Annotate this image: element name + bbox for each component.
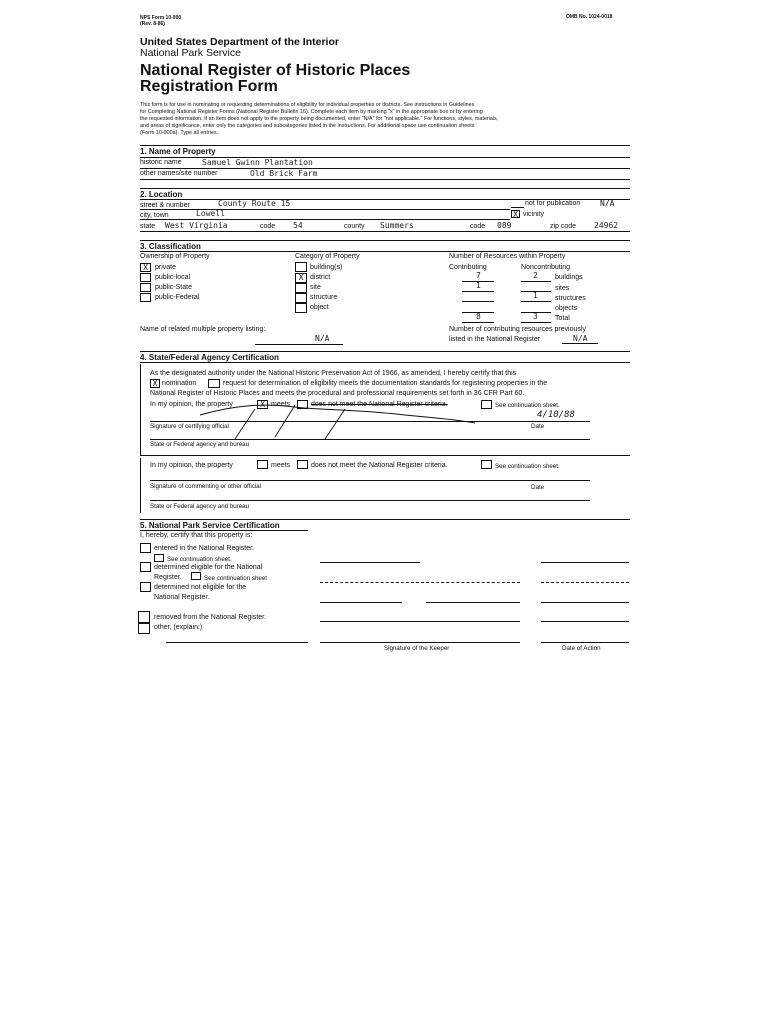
multiple-listing-rule bbox=[255, 344, 343, 345]
intro-line-2: for Completing National Register Forms (National Register Bulletin 16). Complete each item by marking "x" in the appropriate box or by entering bbox=[140, 109, 483, 115]
section-1-heading: 1. Name of Property bbox=[140, 147, 216, 156]
see-continuation-label: See continuation sheet. bbox=[495, 402, 560, 409]
ownership-private-label: private bbox=[155, 264, 177, 271]
meets2-checkbox[interactable] bbox=[257, 460, 268, 469]
section-5-heading: 5. National Park Service Certification bbox=[140, 521, 280, 530]
keeper-signature-label: Signature of the Keeper bbox=[384, 645, 450, 652]
determined-eligible-label: determined eligible for the National bbox=[154, 564, 263, 571]
zip-label: zip code bbox=[550, 223, 577, 230]
determined-eligible-label-2: Register. bbox=[154, 574, 182, 581]
section-3-top-rule bbox=[140, 240, 630, 241]
category-object-checkbox[interactable] bbox=[295, 303, 307, 313]
meets-label: meets bbox=[271, 401, 291, 408]
other-names-rule bbox=[140, 179, 630, 180]
other-keeper-rule bbox=[320, 642, 520, 643]
category-object-label: object bbox=[310, 304, 329, 311]
section-4-head-rule bbox=[140, 362, 630, 363]
section-5-top-rule bbox=[140, 519, 630, 520]
total-contributing[interactable]: 8 bbox=[476, 312, 481, 321]
street-label: street & number bbox=[140, 202, 190, 209]
date-label: Date bbox=[531, 423, 545, 430]
ownership-public-federal-label: public-Federal bbox=[155, 294, 200, 301]
meets2-label: meets bbox=[271, 462, 291, 469]
nfp-blank bbox=[511, 207, 524, 208]
section-4-mid-rule bbox=[140, 455, 630, 456]
omb-number: OMB No. 1024-0018 bbox=[566, 14, 613, 20]
street-value[interactable]: County Route 15 bbox=[218, 199, 291, 208]
signature-rule bbox=[150, 421, 590, 422]
other-explain-rule bbox=[166, 642, 308, 643]
county-value[interactable]: Summers bbox=[380, 221, 414, 230]
previously-listed-line1: Number of contributing resources previously bbox=[449, 326, 586, 333]
section-5-head-rule bbox=[140, 530, 308, 531]
opinion-prefix: In my opinion, the property bbox=[150, 401, 233, 408]
historic-name-rule bbox=[140, 168, 630, 169]
agency-rule bbox=[150, 439, 590, 440]
county-label: county bbox=[344, 223, 365, 230]
intro-line-1: This form is for use in nominating or requesting determinations of eligibility for individual properties or districts. See instructions in Guidelines bbox=[140, 102, 475, 108]
vicinity-checkbox[interactable]: X bbox=[511, 210, 520, 218]
category-structure-label: structure bbox=[310, 294, 338, 301]
entered-keeper-rule bbox=[320, 562, 420, 563]
other-checkbox[interactable] bbox=[138, 623, 150, 634]
determined-not-eligible-checkbox[interactable] bbox=[140, 582, 151, 592]
city-rule bbox=[140, 219, 510, 220]
category-site-checkbox[interactable] bbox=[295, 283, 307, 293]
not-eligible-keeper-rule bbox=[320, 602, 402, 603]
date2-label: Date bbox=[531, 484, 545, 491]
intro-line-3: the requested information. If an item does not apply to the property being documented, enter "N/A" for "not applicable." For functions, styles, materials, bbox=[140, 116, 499, 122]
state-rule bbox=[140, 231, 630, 232]
other-label: other, (explain:) bbox=[154, 624, 203, 631]
buildings-contributing[interactable]: 7 bbox=[476, 271, 481, 280]
ownership-public-local-checkbox[interactable] bbox=[140, 273, 151, 282]
agency2-label: State or Federal agency and bureau bbox=[150, 503, 250, 510]
historic-name-label: historic name bbox=[140, 159, 182, 166]
form-title-line1: National Register of Historic Places bbox=[140, 62, 411, 79]
objects-label: objects bbox=[555, 305, 578, 312]
multiple-listing-value[interactable]: N/A bbox=[315, 334, 330, 343]
sites-label: sites bbox=[555, 285, 570, 292]
does-not-meet-label: does not meet the National Register criteria. bbox=[311, 401, 448, 408]
agency2-rule bbox=[150, 500, 590, 501]
section-3-head-rule bbox=[140, 251, 630, 252]
sites-contributing-rule bbox=[462, 291, 494, 292]
other-names-value[interactable]: Old Brick Farm bbox=[250, 169, 318, 178]
agency-label: State or Federal agency and bureau bbox=[150, 441, 250, 448]
category-heading: Category of Property bbox=[295, 253, 360, 260]
entered-see-continuation-checkbox[interactable] bbox=[154, 554, 164, 562]
see-continuation2-checkbox[interactable] bbox=[481, 460, 492, 469]
section-4-heading: 4. State/Federal Agency Certification bbox=[140, 353, 279, 362]
ownership-heading: Ownership of Property bbox=[140, 253, 210, 260]
ownership-public-federal-checkbox[interactable] bbox=[140, 293, 151, 302]
state-code-value[interactable]: 54 bbox=[293, 221, 303, 230]
buildings-label: buildings bbox=[555, 274, 583, 281]
resources-heading: Number of Resources within Property bbox=[449, 253, 566, 260]
section-2-top-rule bbox=[140, 188, 630, 189]
other-date-rule bbox=[541, 642, 629, 643]
section-4-left-border bbox=[140, 364, 141, 456]
category-district-checkbox[interactable]: X bbox=[295, 273, 307, 283]
eligible-date-rule bbox=[541, 582, 629, 583]
entered-date-rule bbox=[541, 562, 629, 563]
service-name: National Park Service bbox=[140, 47, 241, 59]
zip-value[interactable]: 24962 bbox=[594, 221, 619, 230]
not-for-publication-value[interactable]: N/A bbox=[600, 199, 615, 208]
other-names-label: other names/site number bbox=[140, 170, 218, 177]
removed-date-rule bbox=[541, 621, 629, 622]
noncontributing-heading: Noncontributing bbox=[521, 264, 571, 271]
opinion2-prefix: In my opinion, the property bbox=[150, 462, 233, 469]
certify-line-3: National Register of Historic Places and meets the procedural and professional requirements set forth in 36 CFR Part 60. bbox=[150, 390, 525, 397]
request-determination-checkbox[interactable] bbox=[208, 379, 220, 388]
nomination-label: nomination bbox=[162, 380, 197, 387]
category-building-checkbox[interactable] bbox=[295, 262, 307, 272]
intro-line-4: and areas of significance, enter only the categories and subcategories listed in the instructions. For additional space use continuation sheets bbox=[140, 123, 475, 129]
does-not-meet2-label: does not meet the National Register criteria. bbox=[311, 462, 448, 469]
ownership-public-local-label: public-local bbox=[155, 274, 191, 281]
determined-eligible-checkbox[interactable] bbox=[140, 562, 151, 572]
ownership-private-checkbox[interactable]: X bbox=[140, 263, 151, 272]
section-4b-left-border bbox=[140, 458, 141, 513]
category-district-label: district bbox=[310, 274, 331, 281]
section-2-heading: 2. Location bbox=[140, 190, 183, 199]
eligible-keeper-rule bbox=[320, 582, 520, 583]
department-name: United States Department of the Interior bbox=[140, 36, 339, 48]
ownership-public-state-label: public-State bbox=[155, 284, 192, 291]
removed-label: removed from the National Register. bbox=[154, 614, 267, 621]
previously-listed-rule bbox=[562, 343, 598, 344]
category-building-label: building(s) bbox=[310, 264, 343, 271]
signature-label: Signature of certifying official bbox=[150, 423, 229, 430]
meets-checkbox[interactable]: X bbox=[257, 400, 268, 409]
form-revision: (Rev. 8-86) bbox=[140, 21, 165, 27]
section-4-top-rule bbox=[140, 351, 630, 352]
nomination-checkbox[interactable]: X bbox=[150, 379, 160, 388]
signature2-label: Signature of commenting or other official bbox=[150, 483, 261, 490]
category-structure-checkbox[interactable] bbox=[295, 293, 307, 303]
total-noncontributing-rule bbox=[521, 322, 551, 323]
determined-not-eligible-label-2: National Register. bbox=[154, 594, 210, 601]
city-value[interactable]: Lowell bbox=[196, 209, 225, 218]
previously-listed-line2: listed in the National Register bbox=[449, 336, 541, 343]
city-label: city, town bbox=[140, 212, 169, 219]
date-of-action-label: Date of Action bbox=[562, 645, 601, 652]
entered-checkbox[interactable] bbox=[140, 543, 151, 553]
state-label: state bbox=[140, 223, 156, 230]
certification-date-value[interactable]: 4/10/88 bbox=[537, 410, 575, 420]
total-label: Total bbox=[555, 315, 570, 322]
historic-name-value[interactable]: Samuel Gwinn Plantation bbox=[202, 158, 313, 167]
not-eligible-keeper-rule-2 bbox=[426, 602, 520, 603]
buildings-noncontributing-rule bbox=[521, 281, 551, 282]
vicinity-label: vicinity bbox=[523, 211, 545, 218]
previously-listed-value[interactable]: N/A bbox=[573, 334, 588, 343]
not-for-publication-label: not for publication bbox=[525, 200, 581, 207]
does-not-meet2-checkbox[interactable] bbox=[297, 460, 308, 469]
multiple-listing-label: Name of related multiple property listing: bbox=[140, 326, 266, 333]
buildings-noncontributing[interactable]: 2 bbox=[533, 271, 538, 280]
entered-label: entered in the National Register. bbox=[154, 545, 255, 552]
structures-noncontributing[interactable]: 1 bbox=[533, 291, 538, 300]
see-continuation2-label: See continuation sheet. bbox=[495, 463, 560, 470]
entered-see-continuation-label: See continuation sheet. bbox=[167, 556, 232, 563]
county-code-label: code bbox=[470, 223, 486, 230]
total-noncontributing[interactable]: 3 bbox=[533, 312, 538, 321]
sites-contributing[interactable]: 1 bbox=[476, 281, 481, 290]
state-value[interactable]: West Virginia bbox=[165, 221, 228, 230]
intro-line-5: (Form 10-900a). Type all entries. bbox=[140, 130, 219, 136]
form-number: NPS Form 10-900 bbox=[140, 15, 182, 21]
contributing-heading: Contributing bbox=[449, 264, 487, 271]
certify-line-1: As the designated authority under the National Historic Preservation Act of 1966, as amended, I hereby certify that this bbox=[150, 370, 517, 377]
state-code-label: code bbox=[260, 223, 276, 230]
not-eligible-date-rule bbox=[541, 602, 629, 603]
signature2-rule bbox=[150, 480, 590, 481]
removed-checkbox[interactable] bbox=[138, 611, 150, 623]
structures-label: structures bbox=[555, 295, 586, 302]
category-site-label: site bbox=[310, 284, 321, 291]
section-1-top-rule bbox=[140, 145, 630, 146]
removed-keeper-rule bbox=[320, 621, 520, 622]
form-title-line2: Registration Form bbox=[140, 78, 278, 95]
determined-not-eligible-label: determined not eligible for the bbox=[154, 584, 247, 591]
certify-line-2: request for determination of eligibility meets the documentation standards for registering properties in the bbox=[223, 380, 548, 387]
section-3-heading: 3. Classification bbox=[140, 242, 201, 251]
eligible-see-continuation-label: See continuation sheet bbox=[204, 575, 267, 582]
structures-contributing-rule bbox=[462, 301, 494, 302]
county-code-value[interactable]: 089 bbox=[497, 221, 512, 230]
total-contributing-rule bbox=[462, 322, 494, 323]
nps-certify-intro: I, hereby, certify that this property is: bbox=[140, 532, 253, 539]
signature-scribble bbox=[195, 395, 495, 443]
eligible-see-continuation-checkbox[interactable] bbox=[191, 572, 201, 580]
structures-noncontributing-rule bbox=[521, 301, 551, 302]
ownership-public-state-checkbox[interactable] bbox=[140, 283, 151, 292]
